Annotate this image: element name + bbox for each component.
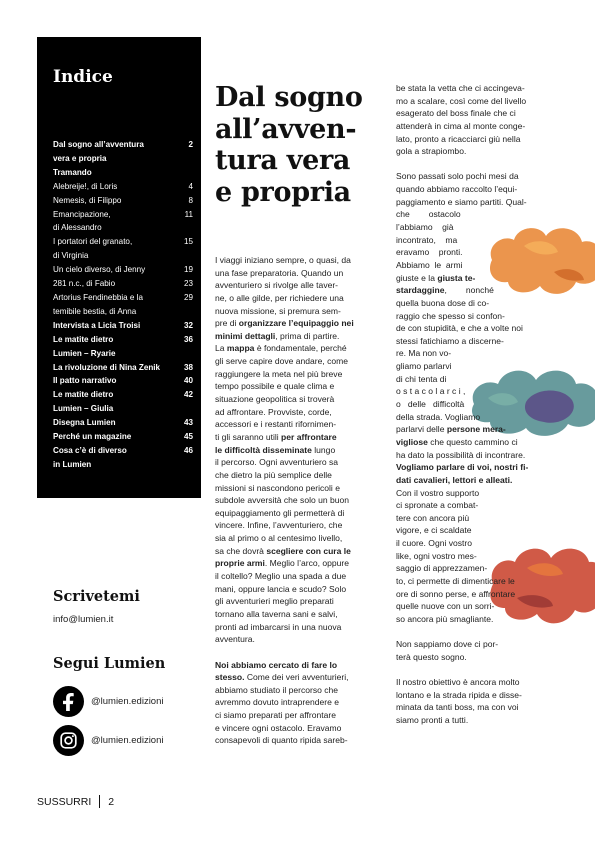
body-text: be stata la vetta che ci accingeva-	[396, 83, 525, 93]
text-line	[396, 297, 559, 310]
toc-item-title: La rivoluzione di Nina Zenik	[53, 362, 161, 372]
text-line	[215, 633, 381, 646]
body-text: lato, pronto a ricacciarci giù nella	[396, 133, 521, 144]
toc-item-title: Dal sogno all’avventura vera e propria	[53, 140, 144, 163]
text-line	[396, 335, 559, 348]
text-line	[396, 398, 559, 411]
body-text: Abbiamo le armi	[396, 259, 463, 270]
paragraph-gap	[396, 626, 559, 639]
text-line	[396, 246, 559, 259]
body-text: raggio che spesso si confon-	[396, 310, 505, 321]
body-text: so ancora più smagliante.	[396, 613, 494, 624]
text-line	[396, 676, 559, 689]
body-text: il percorso. Ogni avventuriero sa	[215, 457, 339, 468]
body-text: I viaggi iniziano sempre, o quasi, da	[215, 255, 351, 265]
text-line	[396, 474, 559, 487]
body-text: mo a scalare, così come del livello	[396, 95, 527, 106]
toc-item-page: 38	[183, 362, 193, 372]
toc-item-title: Intervista a Licia Troisi	[53, 320, 141, 330]
bold-text: minimi dettagli	[215, 330, 276, 341]
toc-item-page: 15	[183, 237, 193, 247]
toc-item-page: 36	[183, 334, 193, 344]
text-line	[396, 714, 559, 727]
facebook-link[interactable]	[53, 686, 163, 717]
body-text: tempo possibile e quale clima e	[215, 381, 335, 392]
body-text: gli serve capire dove andare, come	[215, 356, 349, 367]
text-line	[396, 373, 559, 386]
toc-item-title: Lumien – Ryarie	[53, 348, 116, 358]
article-title: Dal sogno all’avven- tura vera e propria	[215, 82, 363, 208]
toc-item-title: Emancipazione, di Alessandro	[53, 209, 111, 233]
email-link[interactable]: info@lumien.it	[53, 614, 114, 625]
body-text: che questo cammino ci	[427, 436, 518, 447]
text-line	[215, 482, 381, 495]
follow-heading: Segui Lumien	[53, 655, 166, 672]
body-text: attenderà in cima al monte conge-	[396, 120, 526, 131]
index-title: Indice	[53, 67, 113, 87]
body-text: che dietro la più semplice delle	[215, 469, 332, 480]
body-text: o s t a c o l a r c i ,	[396, 386, 466, 397]
facebook-icon[interactable]	[53, 686, 84, 717]
text-line	[396, 461, 559, 474]
text-line	[215, 254, 381, 267]
toc-item-title: Artorius Fendinebbia e la temibile bestia, di Anna	[53, 292, 143, 316]
text-line	[215, 532, 381, 545]
toc-item-title: Perché un magazine	[53, 432, 132, 442]
instagram-link[interactable]	[53, 725, 163, 756]
paragraph-gap	[396, 663, 559, 676]
body-text: mani, oppure lancia e scudo? Solo	[215, 583, 347, 594]
text-line	[396, 234, 559, 247]
instagram-icon[interactable]	[53, 725, 84, 756]
text-line	[396, 575, 559, 588]
text-line	[215, 279, 381, 292]
body-text: il coltello? Meglio una spada a due	[215, 571, 347, 582]
text-line	[396, 95, 559, 108]
body-text: de con stupidità, e che a volte noi	[396, 323, 523, 334]
body-text: La	[215, 343, 227, 354]
body-text: quando abbiamo raccolto l’equi-	[396, 184, 518, 195]
instagram-handle: @lumien.edizioni	[91, 735, 164, 746]
paragraph-gap	[396, 158, 559, 171]
text-line	[396, 322, 559, 335]
toc-item-page: 29	[183, 292, 193, 302]
toc-item-title: Tramando	[53, 167, 92, 177]
text-line	[396, 411, 559, 424]
toc-item-title: Un cielo diverso, di Jenny	[53, 265, 146, 275]
bold-text: Noi abbiamo cercato di fare lo	[215, 659, 338, 670]
bold-text: stesso.	[215, 672, 245, 683]
text-line	[215, 355, 381, 368]
text-line	[396, 284, 559, 297]
toc-item[interactable]	[53, 416, 193, 430]
text-line	[215, 557, 381, 570]
body-text: Il nostro obiettivo è ancora molto	[396, 677, 520, 688]
text-line	[215, 696, 381, 709]
body-text: consapevoli di quanto ripida sareb-	[215, 735, 348, 746]
toc-item-title: Alebreije!, di Loris	[53, 181, 118, 191]
text-line	[215, 583, 381, 596]
body-text: e vincere ogni ostacolo. Eravamo	[215, 722, 342, 733]
toc-item-title: Le matite dietro	[53, 390, 114, 400]
text-line	[396, 499, 559, 512]
text-line	[215, 545, 381, 558]
body-text: di chi tenta di	[396, 373, 447, 384]
text-line	[215, 684, 381, 697]
text-line	[396, 524, 559, 537]
toc-item-title: 281 n.c., di Fabio	[53, 279, 116, 289]
body-text: il cuore. Ogni vostro	[396, 538, 473, 549]
text-line	[215, 659, 381, 672]
body-text: vincere. Infine, l’avventuriero, che	[215, 520, 343, 531]
body-text: equipaggiamento gli permetterà di	[215, 507, 345, 518]
text-line	[396, 145, 559, 158]
text-line	[396, 170, 559, 183]
toc-item-page: 45	[183, 432, 193, 442]
toc-item[interactable]	[53, 319, 193, 333]
toc-item-title: Lumien – Giulia	[53, 404, 114, 414]
toc-item-page: 43	[183, 418, 193, 428]
body-text: o delle difficoltà	[396, 399, 465, 410]
toc-item[interactable]	[53, 291, 193, 319]
body-text: lontano e la strada ripida e disse-	[396, 689, 522, 700]
text-line	[215, 595, 381, 608]
text-line	[215, 709, 381, 722]
paragraph-gap	[215, 646, 381, 659]
text-line	[396, 512, 559, 525]
body-text: eravamo pronti.	[396, 247, 463, 258]
text-line	[396, 651, 559, 664]
body-text: missioni si nascondono pericoli e	[215, 482, 340, 493]
body-text: parlarvi delle	[396, 424, 447, 435]
text-line	[396, 436, 559, 449]
text-line	[215, 431, 381, 444]
toc-item[interactable]	[53, 277, 193, 291]
text-line	[396, 272, 559, 285]
toc-item[interactable]	[53, 180, 193, 194]
article-column-2	[396, 82, 559, 727]
body-text: Come dei veri avventurieri,	[244, 672, 349, 683]
toc-item-title: Cosa c’è di diverso in Lumien	[53, 445, 127, 469]
text-line	[396, 221, 559, 234]
toc-item-page: 40	[183, 376, 193, 386]
toc-item-title: Nemesis, di Filippo	[53, 195, 122, 205]
body-text: siamo pronti a tutti.	[396, 715, 469, 726]
body-text: Con il vostro supporto	[396, 487, 480, 498]
toc-item[interactable]	[53, 138, 193, 166]
body-text: like, ogni vostro mes-	[396, 550, 477, 561]
body-text: avremmo dovuto intraprendere e	[215, 697, 339, 708]
toc-item-page: 32	[183, 320, 193, 330]
text-line	[215, 469, 381, 482]
facebook-handle: @lumien.edizioni	[91, 696, 164, 707]
text-line	[215, 406, 381, 419]
body-text: nuova missione, si premura sem-	[215, 305, 341, 316]
text-line	[396, 196, 559, 209]
toc-item[interactable]	[53, 235, 193, 263]
text-line	[215, 734, 381, 747]
text-line	[396, 487, 559, 500]
body-text: della strada. Vogliamo	[396, 411, 481, 422]
text-line	[215, 342, 381, 355]
text-line	[215, 444, 381, 457]
body-text: pronti ad imbarcarsi in una nuova	[215, 621, 342, 632]
body-text: vigore, e ci scaldate	[396, 525, 472, 536]
text-line	[396, 120, 559, 133]
body-text: , prima di partire.	[275, 330, 340, 341]
toc-item-title: Il patto narrativo	[53, 376, 117, 386]
toc-item-page: 42	[183, 390, 193, 400]
bold-text: vigliose	[396, 436, 428, 447]
text-line	[396, 562, 559, 575]
text-line	[215, 380, 381, 393]
body-text: ore di sonno perse, e affrontare	[396, 588, 516, 599]
text-line	[396, 600, 559, 613]
text-line	[396, 385, 559, 398]
body-text: situazione geopolitica si troverà	[215, 394, 335, 405]
page-number: 2	[108, 795, 115, 808]
toc-item-page: 11	[184, 209, 193, 219]
bold-text: Vogliamo parlare di voi, nostri fi-	[396, 462, 529, 473]
text-line	[396, 613, 559, 626]
toc-item-title: Le matite dietro	[53, 334, 114, 344]
body-text: quella buona dose di co-	[396, 297, 490, 308]
text-line	[215, 393, 381, 406]
toc-item-title: Disegna Lumien	[53, 418, 116, 428]
text-line	[215, 317, 381, 330]
body-text: avventuriero si rivolge alle taver-	[215, 280, 339, 291]
text-line	[215, 418, 381, 431]
body-text: ha dato la possibilità di incontrare.	[396, 449, 526, 460]
body-text: incontrato, ma	[396, 234, 458, 245]
text-line	[215, 305, 381, 318]
toc-item-page: 8	[188, 195, 193, 205]
text-line	[396, 638, 559, 651]
text-line	[215, 722, 381, 735]
body-text: tere con ancora più	[396, 512, 470, 523]
body-text: sia al primo o al centesimo livello,	[215, 533, 343, 544]
body-text: gli avventurieri meglio preparati	[215, 596, 334, 607]
toc-item-page: 46	[183, 445, 193, 455]
body-text: to, ci permette di dimenticare le	[396, 575, 515, 586]
toc-item[interactable]	[53, 166, 193, 180]
text-line	[215, 671, 381, 684]
toc-item[interactable]	[53, 402, 193, 416]
bold-text: per affrontare	[281, 431, 337, 442]
body-text: lungo	[311, 444, 336, 455]
index-panel	[37, 37, 201, 498]
body-text: subdole avversità che solo un buon	[215, 495, 349, 506]
text-line	[396, 183, 559, 196]
toc-item-title: I portatori del granato, di Virginia	[53, 237, 133, 261]
text-line	[396, 701, 559, 714]
body-text: una fase preparatoria. Quando un	[215, 267, 344, 278]
body-text: è fondamentale, perché	[254, 343, 347, 354]
text-line	[215, 570, 381, 583]
body-text: Sono passati solo pochi mesi da	[396, 171, 519, 182]
text-line	[215, 507, 381, 520]
bold-text: le difficoltà disseminate	[215, 444, 312, 455]
text-line	[396, 449, 559, 462]
body-text: ad affrontare. Provviste, corde,	[215, 406, 332, 417]
body-text: esagerato del boss finale che ci	[396, 108, 516, 119]
body-text: accessori e i restanti rifornimen-	[215, 419, 337, 430]
body-text: gliamo parlarvi	[396, 361, 452, 372]
toc-item-page: 23	[183, 279, 193, 289]
body-text: terà questo sogno.	[396, 651, 467, 662]
text-line	[396, 360, 559, 373]
body-text: abbiamo studiato il percorso che	[215, 684, 339, 695]
body-text: giuste e la	[396, 272, 438, 283]
toc-item-page: 2	[188, 140, 193, 149]
body-text: paggiamento e siamo partiti. Qual-	[396, 196, 527, 207]
text-line	[215, 621, 381, 634]
text-line	[215, 267, 381, 280]
bold-text: proprie armi	[215, 558, 265, 569]
toc-item-page: 19	[183, 265, 193, 275]
toc-item[interactable]	[53, 361, 193, 375]
body-text: quelle nuove con un sorri-	[396, 601, 495, 612]
body-text: raggiungere la meta nel più breve	[215, 368, 343, 379]
text-line	[396, 588, 559, 601]
text-line	[215, 292, 381, 305]
text-line	[396, 82, 559, 95]
toc-item[interactable]	[53, 444, 193, 472]
toc-item[interactable]	[53, 263, 193, 277]
text-line	[215, 608, 381, 621]
body-text: re. Ma non vo-	[396, 348, 452, 359]
body-text: ne, o alle gilde, per richiedere una	[215, 292, 344, 303]
body-text: l’abbiamo già	[396, 222, 454, 233]
body-text: ti gli saranno utili	[215, 431, 282, 442]
text-line	[396, 259, 559, 272]
bold-text: dati cavalieri, lettori e alleati.	[396, 474, 513, 485]
bold-text: scegliere con cura le	[266, 545, 351, 556]
page-footer	[37, 795, 114, 808]
body-text: Non sappiamo dove ci por-	[396, 639, 499, 650]
body-text: gola a strapiombo.	[396, 146, 467, 157]
body-text: . Meglio l’arco, oppure	[264, 558, 349, 569]
text-line	[396, 107, 559, 120]
body-text: , nonché	[444, 285, 494, 296]
text-line	[215, 330, 381, 343]
body-text: tornano alla taverna sani e salvi,	[215, 608, 338, 619]
table-of-contents	[53, 138, 193, 472]
bold-text: stardaggine	[396, 285, 445, 296]
text-line	[396, 537, 559, 550]
toc-item[interactable]	[53, 194, 193, 208]
bold-text: mappa	[226, 343, 255, 354]
body-text: ci spronate a combat-	[396, 500, 479, 511]
body-text: pre di	[215, 318, 239, 329]
toc-item[interactable]	[53, 333, 193, 347]
toc-item[interactable]	[53, 388, 193, 402]
body-text: ci siamo preparati per affrontare	[215, 710, 336, 721]
text-line	[215, 494, 381, 507]
body-text: saggio di apprezzamen-	[396, 563, 488, 574]
bold-text: organizzare l’equipaggio nei	[238, 318, 354, 329]
toc-item[interactable]	[53, 374, 193, 388]
text-line	[396, 689, 559, 702]
text-line	[396, 208, 559, 221]
body-text: sa che dovrà	[215, 545, 267, 556]
article-column-1	[215, 254, 381, 747]
toc-item[interactable]	[53, 208, 193, 236]
footer-divider	[99, 795, 100, 808]
text-line	[215, 519, 381, 532]
text-line	[396, 550, 559, 563]
bold-text: giusta te-	[437, 272, 476, 283]
toc-item[interactable]	[53, 430, 193, 444]
toc-item-page: 4	[188, 181, 193, 191]
write-heading: Scrivetemi	[53, 588, 140, 605]
text-line	[215, 456, 381, 469]
text-line	[396, 310, 559, 323]
text-line	[396, 347, 559, 360]
toc-item[interactable]	[53, 347, 193, 361]
text-line	[215, 368, 381, 381]
body-text: minata da tanti boss, ma con voi	[396, 702, 519, 713]
magazine-name: SUSSURRI	[37, 795, 92, 808]
body-text: stessi fatichiamo a discerne-	[396, 335, 504, 346]
body-text: avventura.	[215, 634, 255, 645]
text-line	[396, 133, 559, 146]
bold-text: persone mera-	[446, 424, 506, 435]
body-text: che ostacolo	[396, 209, 461, 220]
text-line	[396, 423, 559, 436]
